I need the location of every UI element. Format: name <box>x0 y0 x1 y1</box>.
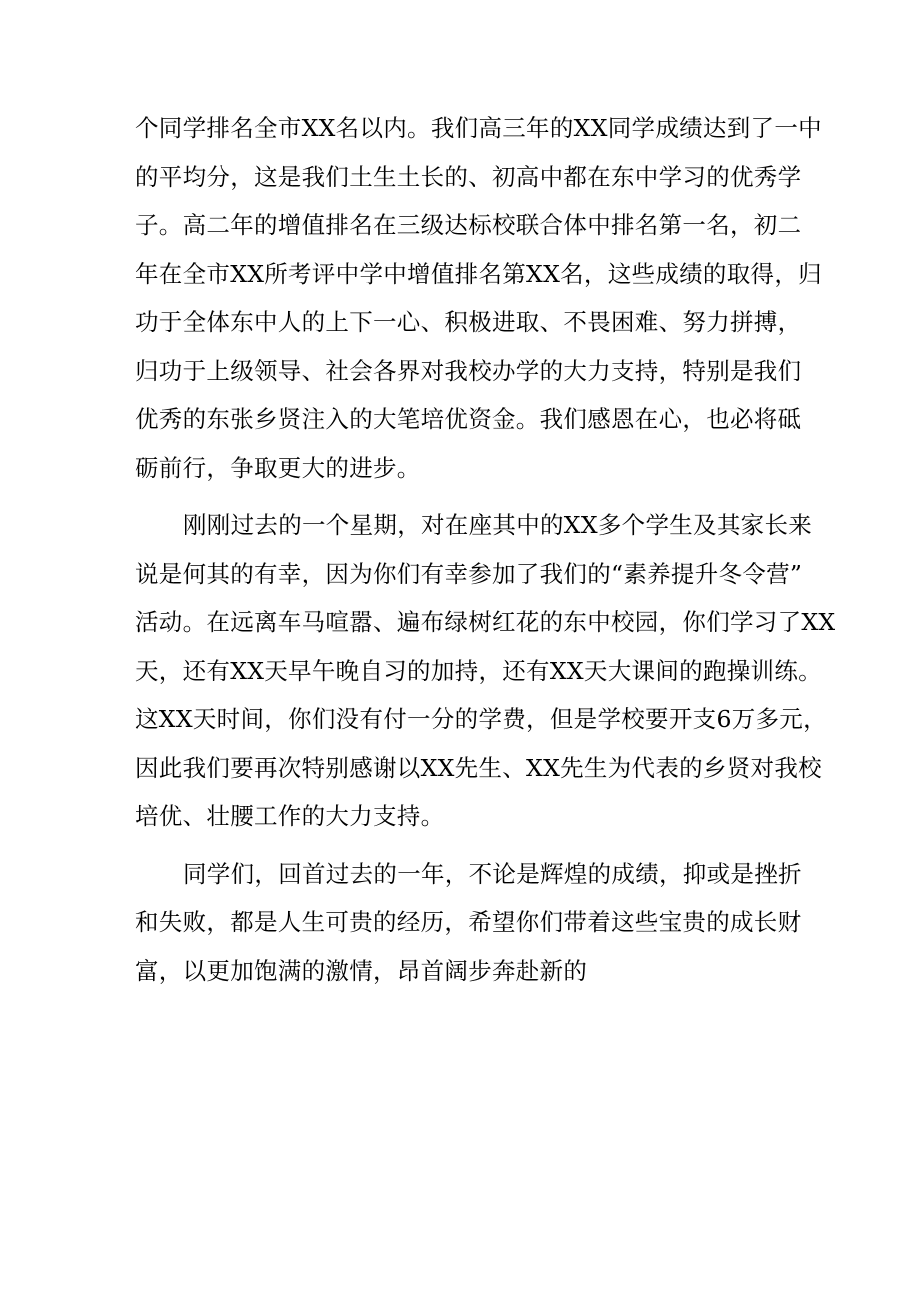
text-line: 因此我们要再次特别感谢以XX先生、XX先生为代表的乡贤对我校 <box>135 753 822 782</box>
text-line: 说是何其的有幸，因为你们有幸参加了我们的“素养提升冬令营” <box>135 559 803 588</box>
text-line: 刚刚过去的一个星期，对在座其中的XX多个学生及其家长来 <box>183 511 813 539</box>
text-line: 活动。在远离车马喧嚣、遍布绿树红花的东中校园，你们学习了XX <box>135 608 836 636</box>
text-line: 富，以更加饱满的激情，昂首阔步奔赴新的 <box>135 956 588 985</box>
text-line: 年在全市XX所考评中学中增值排名第XX名，这些成绩的取得，归 <box>135 259 822 288</box>
paragraph-3 <box>135 850 802 996</box>
text-line: 子。高二年的增值排名在三级达标校联合体中排名第一名，初二 <box>135 211 802 239</box>
paragraph-2 <box>135 501 836 841</box>
text-line: 功于全体东中人的上下一心、积极进取、不畏困难、努力拼搏， <box>135 308 802 336</box>
text-line: 归功于上级领导、社会各界对我校办学的大力支持，特别是我们 <box>135 356 802 385</box>
text-line: 天，还有XX天早午晚自习的加持，还有XX天大课间的跑操训练。 <box>135 656 822 685</box>
text-line: 砺前行，争取更大的进步。 <box>135 453 421 482</box>
text-line: 优秀的东张乡贤注入的大笔培优资金。我们感恩在心，也必将砥 <box>135 405 802 433</box>
text-line: 同学们，回首过去的一年，不论是辉煌的成绩，抑或是挫折 <box>183 859 802 888</box>
document-body <box>135 104 836 1004</box>
text-line: 的平均分，这是我们土生土长的、初高中都在东中学习的优秀学 <box>135 162 802 191</box>
paragraph-1 <box>135 104 822 492</box>
text-line: 培优、壮腰工作的大力支持。 <box>135 802 445 830</box>
text-line: 个同学排名全市XX名以内。我们高三年的XX同学成绩达到了一中 <box>135 114 822 142</box>
text-line: 和失败，都是人生可贵的经历，希望你们带着这些宝贵的成长财 <box>135 908 802 936</box>
text-line: 这XX天时间，你们没有付一分的学费，但是学校要开支6万多元， <box>135 705 827 733</box>
